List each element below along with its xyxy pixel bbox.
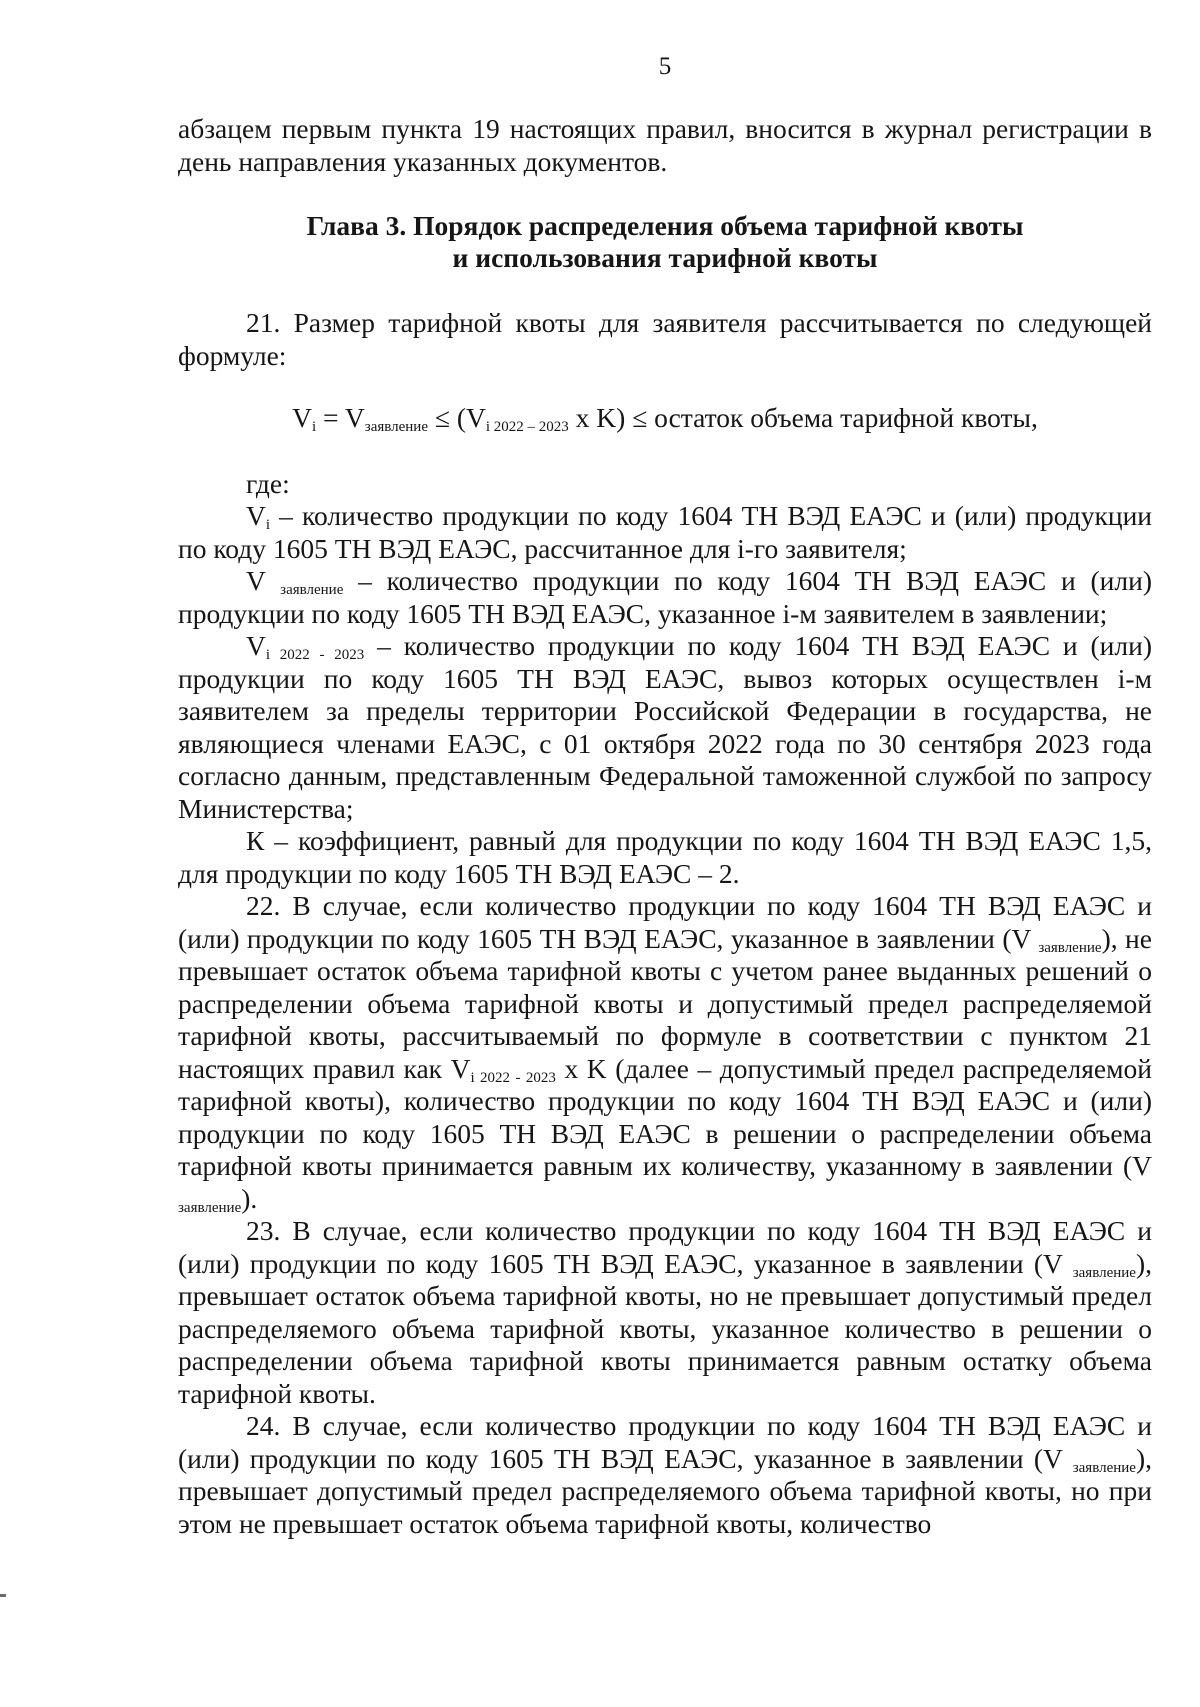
definition-vi <box>178 500 1152 565</box>
paragraph-23 <box>178 1215 1152 1410</box>
paragraph-23-part-1: 23. В случае, если количество продукции по коду 1604 ТН ВЭД ЕАЭС и (или) продукции по коду 1605 ТН ВЭД ЕАЭС, указанное в заявлении (V <box>178 1215 1152 1279</box>
paragraph-22-part-3: x K (далее – допустимый предел распределяемой тарифной квоты), количество продукции по коду 1604 ТН ВЭД ЕАЭС и (или) продукции по коду 1605 ТН ВЭД ЕАЭС в решении о распределении объема тарифной квоты принимается равным их количеству, указанному в заявлении (V <box>178 1052 1153 1181</box>
definition-vi-symbol: V <box>246 500 266 531</box>
page-number: 5 <box>658 53 672 80</box>
definition-k: К – коэффициент, равный для продукции по коду 1604 ТН ВЭД ЕАЭС 1,5, для продукции по коду 1605 ТН ВЭД ЕАЭС – 2. <box>178 825 1152 889</box>
definition-vy-sub: i 2022 - 2023 <box>265 647 365 663</box>
chapter-heading-line-2: и использования тарифной квоты <box>452 242 878 273</box>
definition-vi-years <box>178 630 1152 825</box>
chapter-heading <box>178 210 1152 274</box>
formula-sub-i: i <box>311 419 317 435</box>
document-body <box>178 113 1152 1540</box>
formula-sub-zayavlenie: заявление <box>364 419 428 435</box>
definition-vi-text: – количество продукции по коду 1604 ТН ВЭД ЕАЭС и (или) продукции по коду 1605 ТН ВЭД ЕАЭС, рассчитанное для i-го заявителя; <box>178 500 1152 564</box>
definition-vz-symbol: V <box>246 565 281 596</box>
paragraph-21-intro: 21. Размер тарифной квоты для заявителя рассчитывается по следующей формуле: <box>178 307 1152 371</box>
formula-le: ≤ (V <box>428 402 486 433</box>
paragraph-22-sub-3: заявление <box>178 1199 242 1216</box>
paragraph-24-part-1: 24. В случае, если количество продукции по коду 1604 ТН ВЭД ЕАЭС и (или) продукции по коду 1605 ТН ВЭД ЕАЭС, указанное в заявлении (V <box>178 1410 1152 1474</box>
definition-v-zayavlenie <box>178 565 1152 630</box>
paragraph-22-part-2: ), не превышает остаток объема тарифной квоты с учетом ранее выданных решений о распределении объема тарифной квоты и допустимый предел распределяемой тарифной квоты, рассчитываемый по формуле в соответствии с пунктом 21 настоящих правил как V <box>178 922 1152 1084</box>
paragraph-23-sub-1: заявление <box>1072 1264 1136 1281</box>
paragraph-22-sub-1: заявление <box>1038 939 1102 956</box>
definition-vz-sub: заявление <box>280 582 344 598</box>
formula-v: V <box>292 402 312 433</box>
definition-vz-text: – количество продукции по коду 1604 ТН ВЭД ЕАЭС и (или) продукции по коду 1605 ТН ВЭД ЕАЭС, указанное i-м заявителем в заявлении; <box>178 565 1152 629</box>
formula-sub-years: i 2022 – 2023 <box>485 419 569 435</box>
paragraph-22-sub-2: i 2022 - 2023 <box>470 1069 556 1086</box>
definition-vi-sub: i <box>265 517 271 533</box>
definition-vy-text: – количество продукции по коду 1604 ТН ВЭД ЕАЭС и (или) продукции по коду 1605 ТН ВЭД ЕАЭС, вывоз которых осуществлен i-м заявителем за пределы территории Российской Федерации в государства, не являющиеся членами ЕАЭС, с 01 октября 2022 года по 30 сентября 2023 года согласно данным, представленным Федеральной таможенной службой по запросу Министерства; <box>178 630 1152 824</box>
paragraph-22 <box>178 890 1152 1215</box>
intro-paragraph: абзацем первым пункта 19 настоящих правил, вносится в журнал регистрации в день направления указанных документов. <box>178 113 1152 177</box>
paragraph-24-sub-1: заявление <box>1072 1459 1136 1476</box>
formula-tail: x K) ≤ остаток объема тарифной квоты, <box>568 402 1038 433</box>
formula-eq: = V <box>316 402 365 433</box>
scan-artifact <box>0 1594 6 1597</box>
where-label: где: <box>246 467 290 499</box>
paragraph-23-part-2: ), превышает остаток объема тарифной квоты, но не превышает допустимый предел распределяемого объема тарифной квоты, указанное количество в решении о распределении объема тарифной квоты принимается равным остатку объема тарифной квоты. <box>178 1247 1152 1409</box>
paragraph-22-part-4: ). <box>241 1182 258 1214</box>
paragraph-24 <box>178 1410 1152 1540</box>
paragraph-22-part-1: 22. В случае, если количество продукции по коду 1604 ТН ВЭД ЕАЭС и (или) продукции по коду 1605 ТН ВЭД ЕАЭС, указанное в заявлении (V <box>178 890 1152 954</box>
chapter-heading-line-1: Глава 3. Порядок распределения объема тарифной квоты <box>306 210 1024 241</box>
quota-formula <box>178 402 1152 435</box>
paragraph-24-part-2: ), превышает допустимый предел распределяемого объема тарифной квоты, но при этом не превышает остаток объема тарифной квоты, количество <box>178 1442 1152 1539</box>
definition-vy-symbol: V <box>246 630 266 661</box>
